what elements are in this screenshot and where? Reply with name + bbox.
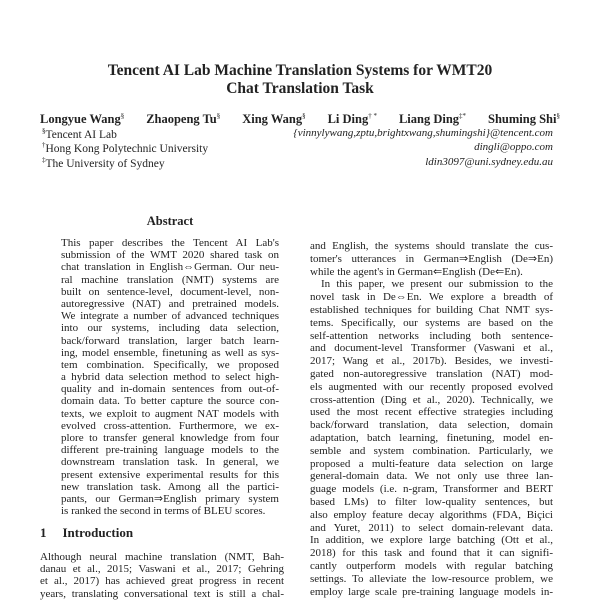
text-line: cross-attention (Ding et al., 2020). Technically, we (310, 393, 553, 406)
text-line: gated non-autoregressive translation (NAT) mod- (310, 367, 553, 380)
text-line: novel task in De⇔En. We explore a breadth of (310, 291, 553, 304)
text-line: also employ feature decay algorithms (FDA, Biçici (310, 508, 553, 521)
affiliation-name: Hong Kong Polytechnic University (45, 142, 209, 155)
affiliation (42, 141, 208, 155)
text-line: This paper describes the Tencent AI Lab's (61, 237, 279, 249)
text-line: self-attention networks including both sentence- (310, 329, 553, 342)
text-line: proposed a multi-feature data selection on large (310, 457, 553, 470)
text-line: back/forward translation, larger batch learn- (61, 334, 279, 347)
text-line: pants, our German⇒English primary system (61, 492, 279, 505)
text-line: is ranked the second in terms of BLEU scores. (61, 505, 266, 518)
affiliation-mark: ‡ (42, 156, 46, 164)
text-line: autoregressive (NAT) and pretrained models. (61, 297, 279, 310)
affiliation-name: Tencent AI Lab (45, 128, 117, 141)
abstract-body (61, 237, 279, 517)
text-line: while the agent's in German⇐English (De⇐En). (310, 265, 523, 278)
text-line: submission of the WMT 2020 shared task on (61, 249, 279, 262)
paper-title-line-2: Chat Translation Task (226, 80, 374, 97)
author (242, 112, 305, 127)
author-name: Li Ding (327, 112, 369, 127)
text-line: years, translating conversational text is still a chal- (40, 587, 284, 600)
text-line: general-domain data. We not only use three lan- (310, 470, 553, 483)
text-line: Although neural machine translation (NMT, Bah- (40, 551, 284, 563)
text-line: plore to transfer general knowledge from four (61, 432, 279, 444)
email: ldin3097@uni.sydney.edu.au (425, 156, 553, 168)
intro-body (40, 551, 284, 600)
author-list (40, 112, 560, 127)
text-line: els augmented with our recently proposed evolved (310, 380, 553, 393)
abstract-heading: Abstract (146, 214, 194, 228)
text-line: texts, we exploit to augment NAT models with (61, 407, 279, 420)
text-line: settings. To alleviate the low-resource problem, we (310, 572, 553, 585)
email: dingli@oppo.com (474, 141, 553, 153)
text-line: 2018) for this task and found that it can signifi- (310, 547, 553, 560)
author (399, 112, 466, 127)
text-line: a hybrid data selection method to select high- (61, 371, 279, 384)
affiliation-mark: § (42, 127, 46, 135)
text-line: tomer's utterances in German⇒English (De⇒En) (310, 252, 553, 265)
text-line: and English, the systems should translate the cus- (310, 240, 553, 252)
text-line: back/forward translation, data selection, domain (310, 419, 553, 432)
author (146, 112, 220, 127)
text-line: downstream translation task. In general, we (61, 456, 279, 469)
text-line: ral machine translation (NMT) systems are (61, 273, 279, 286)
affiliation-name: The University of Sydney (45, 157, 165, 170)
affiliation (42, 156, 165, 170)
author-mark: § (120, 112, 125, 120)
author (328, 112, 377, 127)
text-line: established techniques for building Chat NMT sys- (310, 303, 553, 316)
text-line: guage models (i.e. n-gram, Transformer and BERT (310, 483, 553, 496)
text-line: cantly outperform models with regular batching (310, 559, 553, 572)
text-line: built on sentence-level, document-level, non- (61, 285, 279, 298)
author-name: Xing Wang (242, 112, 303, 127)
text-line: tem combination. Specifically, we proposed (61, 358, 279, 371)
text-line: domain data. To better capture the source con- (61, 395, 279, 408)
author-name: Liang Ding (398, 112, 460, 127)
author-mark: † * (368, 112, 377, 120)
text-line: et al., 2017) has achieved great progress in recent (40, 575, 284, 588)
text-line: In this paper, we present our submission to the (321, 278, 553, 291)
text-line: evolved cross-attention. Furthermore, we ex- (61, 419, 279, 432)
text-line: tems. Specifically, our systems are based on the (310, 316, 553, 329)
text-line: In addition, we explore large batching (Ott et al., (310, 534, 553, 547)
text-line: quality and in-domain sentences from out-of- (61, 383, 279, 396)
text-line: ing, model ensemble, finetuning as well as sys- (61, 346, 279, 359)
section-number: 1 (40, 525, 47, 540)
email: {vinnylywang,zptu,brightxwang,shumingshi}@tencent.com (293, 127, 553, 139)
text-line: chat translation in English⇔German. Our neu- (61, 261, 279, 274)
text-line: 2017; Wang et al., 2017b). Besides, we investi- (310, 355, 553, 368)
author-name: Shuming Shi (488, 112, 557, 127)
author-mark: ‡* (459, 112, 467, 120)
text-line: adaptation, batch learning, finetuning, model en- (310, 431, 553, 444)
author-mark: § (302, 112, 306, 120)
author-name: Longyue Wang (40, 112, 121, 127)
text-line: semble and system combination. Particularly, we (310, 444, 553, 457)
text-line: employ large scale pre-training language models in- (310, 585, 553, 598)
text-line: and document-level Transformer (Vaswani et al., (310, 342, 553, 355)
text-line: present extensive experimental results for this (61, 468, 279, 481)
text-line: based LMs) to filter low-quality sentences, but (310, 495, 553, 508)
text-line: new translation task. Among all the partici- (61, 480, 279, 493)
affiliation (42, 127, 117, 141)
author-name: Zhaopeng Tu (146, 112, 217, 127)
author (40, 112, 124, 127)
affiliation-mark: † (42, 141, 46, 149)
right-column-body (310, 240, 553, 598)
section-title: Introduction (62, 525, 134, 540)
text-line: used the most recent effective strategies including (310, 406, 553, 419)
text-line: different pre-training language models to the (61, 444, 279, 457)
author-mark: § (556, 112, 560, 120)
text-line: into our systems, including data selection, (61, 322, 279, 335)
paper-title-line-1: Tencent AI Lab Machine Translation Systems for WMT20 (107, 62, 493, 79)
text-line: and Yuret, 2011) to select domain-relevant data. (310, 521, 553, 534)
author (488, 112, 560, 127)
text-line: danau et al., 2015; Vaswani et al., 2017; Gehring (40, 563, 284, 576)
section-heading (40, 525, 133, 541)
text-line: We integrate a number of advanced techniques (61, 310, 279, 323)
author-mark: § (216, 112, 221, 120)
